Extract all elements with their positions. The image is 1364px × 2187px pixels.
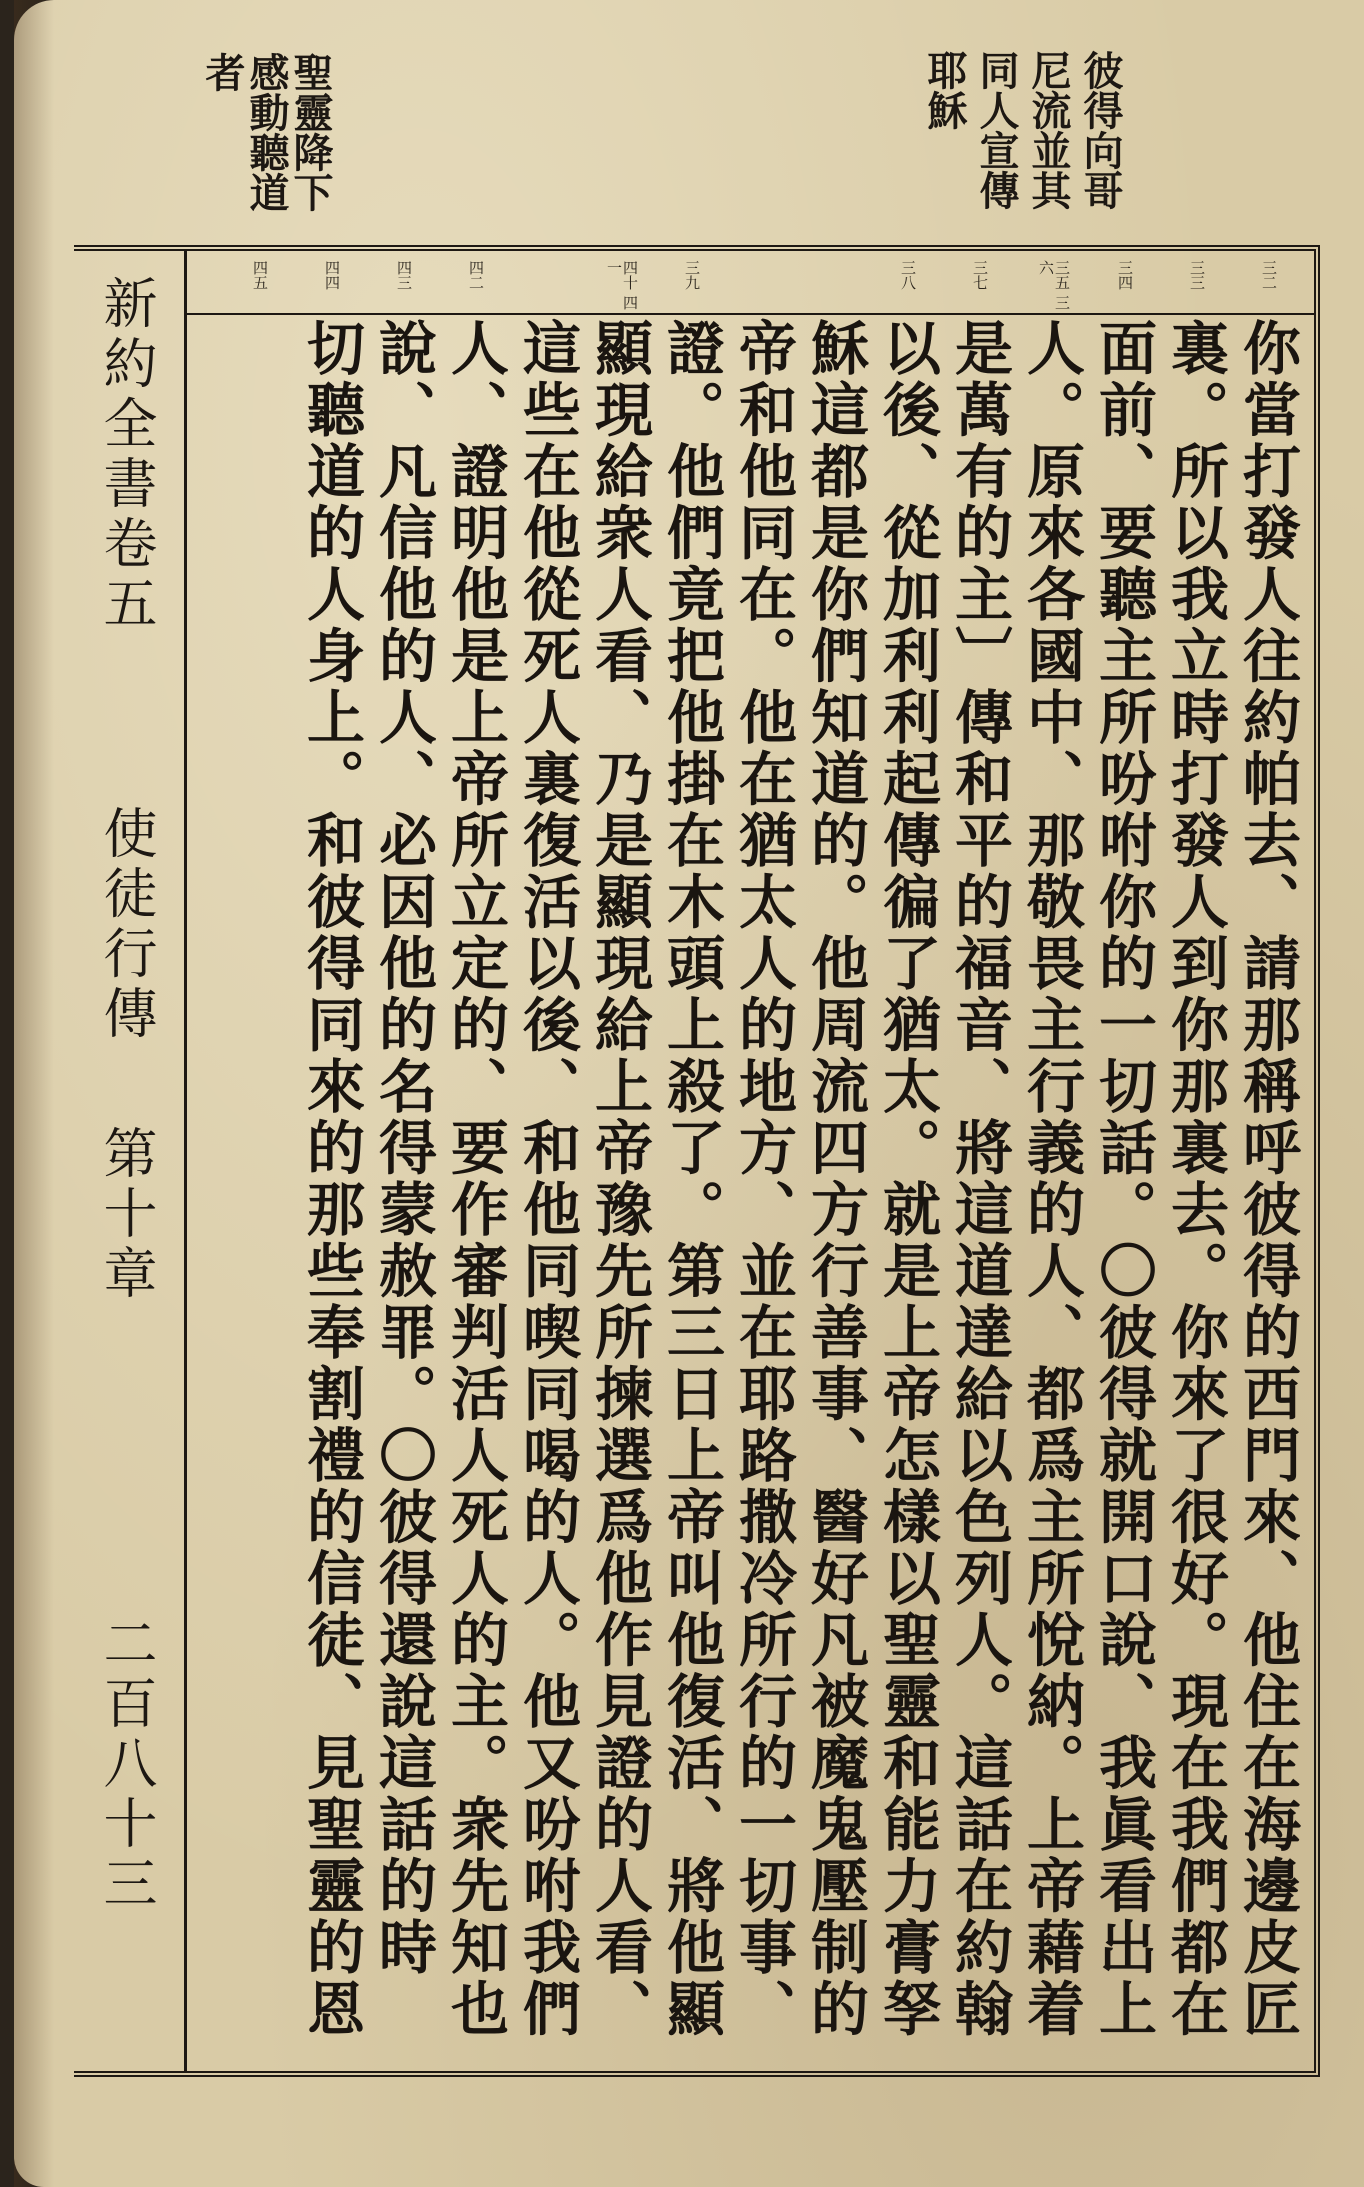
verse-number: 三二 <box>1260 260 1278 290</box>
section-title: 使徒行傳 <box>95 805 158 1045</box>
heading-line: 尼流並其 <box>1025 50 1072 210</box>
verse-number: 三八 <box>899 260 917 290</box>
page-edge-shadow <box>14 0 54 2187</box>
heading-line: 者 <box>199 52 246 92</box>
verse-number: 四三 <box>395 260 413 290</box>
chapter-heading-note-left <box>192 52 332 252</box>
heading-line: 感動聽道 <box>243 52 290 212</box>
verse-number: 四十 四一 <box>605 260 639 310</box>
text-column: 顯現給衆人看、乃是顯現給上帝豫先所揀選爲他作見證的人看、 <box>585 318 653 2040</box>
verse-number: 四四 <box>323 260 341 290</box>
text-column: 穌這都是你們知道的。他周流四方行善事、醫好凡被魔鬼壓制的 <box>801 318 869 2040</box>
verse-number: 三九 <box>683 260 701 290</box>
page-margin-column <box>86 275 166 2045</box>
chapter-label: 第十章 <box>95 1125 158 1305</box>
scripture-text <box>186 318 1306 2048</box>
text-column: 證。他們竟把他掛在木頭上殺了。第三日上帝叫他復活、將他顯 <box>657 318 725 2040</box>
heading-line: 彼得向哥 <box>1077 50 1124 210</box>
verse-number: 三五 三六 <box>1037 260 1071 310</box>
text-column: 帝和他同在。他在猶太人的地方、並在耶路撒冷所行的一切事、 <box>729 318 797 2040</box>
verse-number-rule <box>184 313 1314 315</box>
verse-number: 四五 <box>251 260 269 290</box>
heading-line: 耶穌 <box>921 50 968 130</box>
text-column: 面前、要聽主所吩咐你的一切話。〇彼得就開口說、我眞看出上 <box>1089 318 1157 2040</box>
chapter-heading-note-right <box>921 50 1126 250</box>
verse-number: 四二 <box>467 260 485 290</box>
book-title: 新約全書卷五 <box>95 275 158 635</box>
text-column: 說、凡信他的人、必因他的名得蒙赦罪。〇彼得還說這話的時 <box>369 318 437 1979</box>
heading-line: 同人宣傳 <box>973 50 1020 210</box>
text-column: 這些在他從死人裏復活以後、和他同喫同喝的人。他又吩咐我們 <box>513 318 581 2040</box>
page-number: 二百八十三 <box>95 1615 158 1915</box>
verse-number: 三七 <box>971 260 989 290</box>
text-column: 以後、從加利利起傳徧了猶太。就是上帝怎樣以聖靈和能力膏孥 <box>873 318 941 2040</box>
verse-number: 三四 <box>1116 260 1134 290</box>
text-column: 切聽道的人身上。和彼得同來的那些奉割禮的信徒、見聖靈的恩 <box>297 318 365 2040</box>
verse-number: 三三 <box>1188 260 1206 290</box>
verse-number-row <box>186 260 1311 310</box>
text-column: 人。原來各國中、那敬畏主行義的人、都爲主所悅納。上帝藉着 <box>1017 318 1085 2040</box>
text-column: 是萬有的主〕傳和平的福音、將這道達給以色列人。這話在約翰 <box>945 318 1013 2040</box>
text-column: 人、證明他是上帝所立定的、要作審判活人死人的主。衆先知也 <box>441 318 509 2040</box>
text-column: 你當打發人往約帕去、請那稱呼彼得的西門來、他住在海邊皮匠 <box>1233 318 1301 2040</box>
text-column: 裏。所以我立時打發人到你那裏去。你來了很好。現在我們都在 <box>1161 318 1229 2040</box>
book-page <box>14 0 1364 2187</box>
heading-line: 聖靈降下 <box>287 52 334 212</box>
